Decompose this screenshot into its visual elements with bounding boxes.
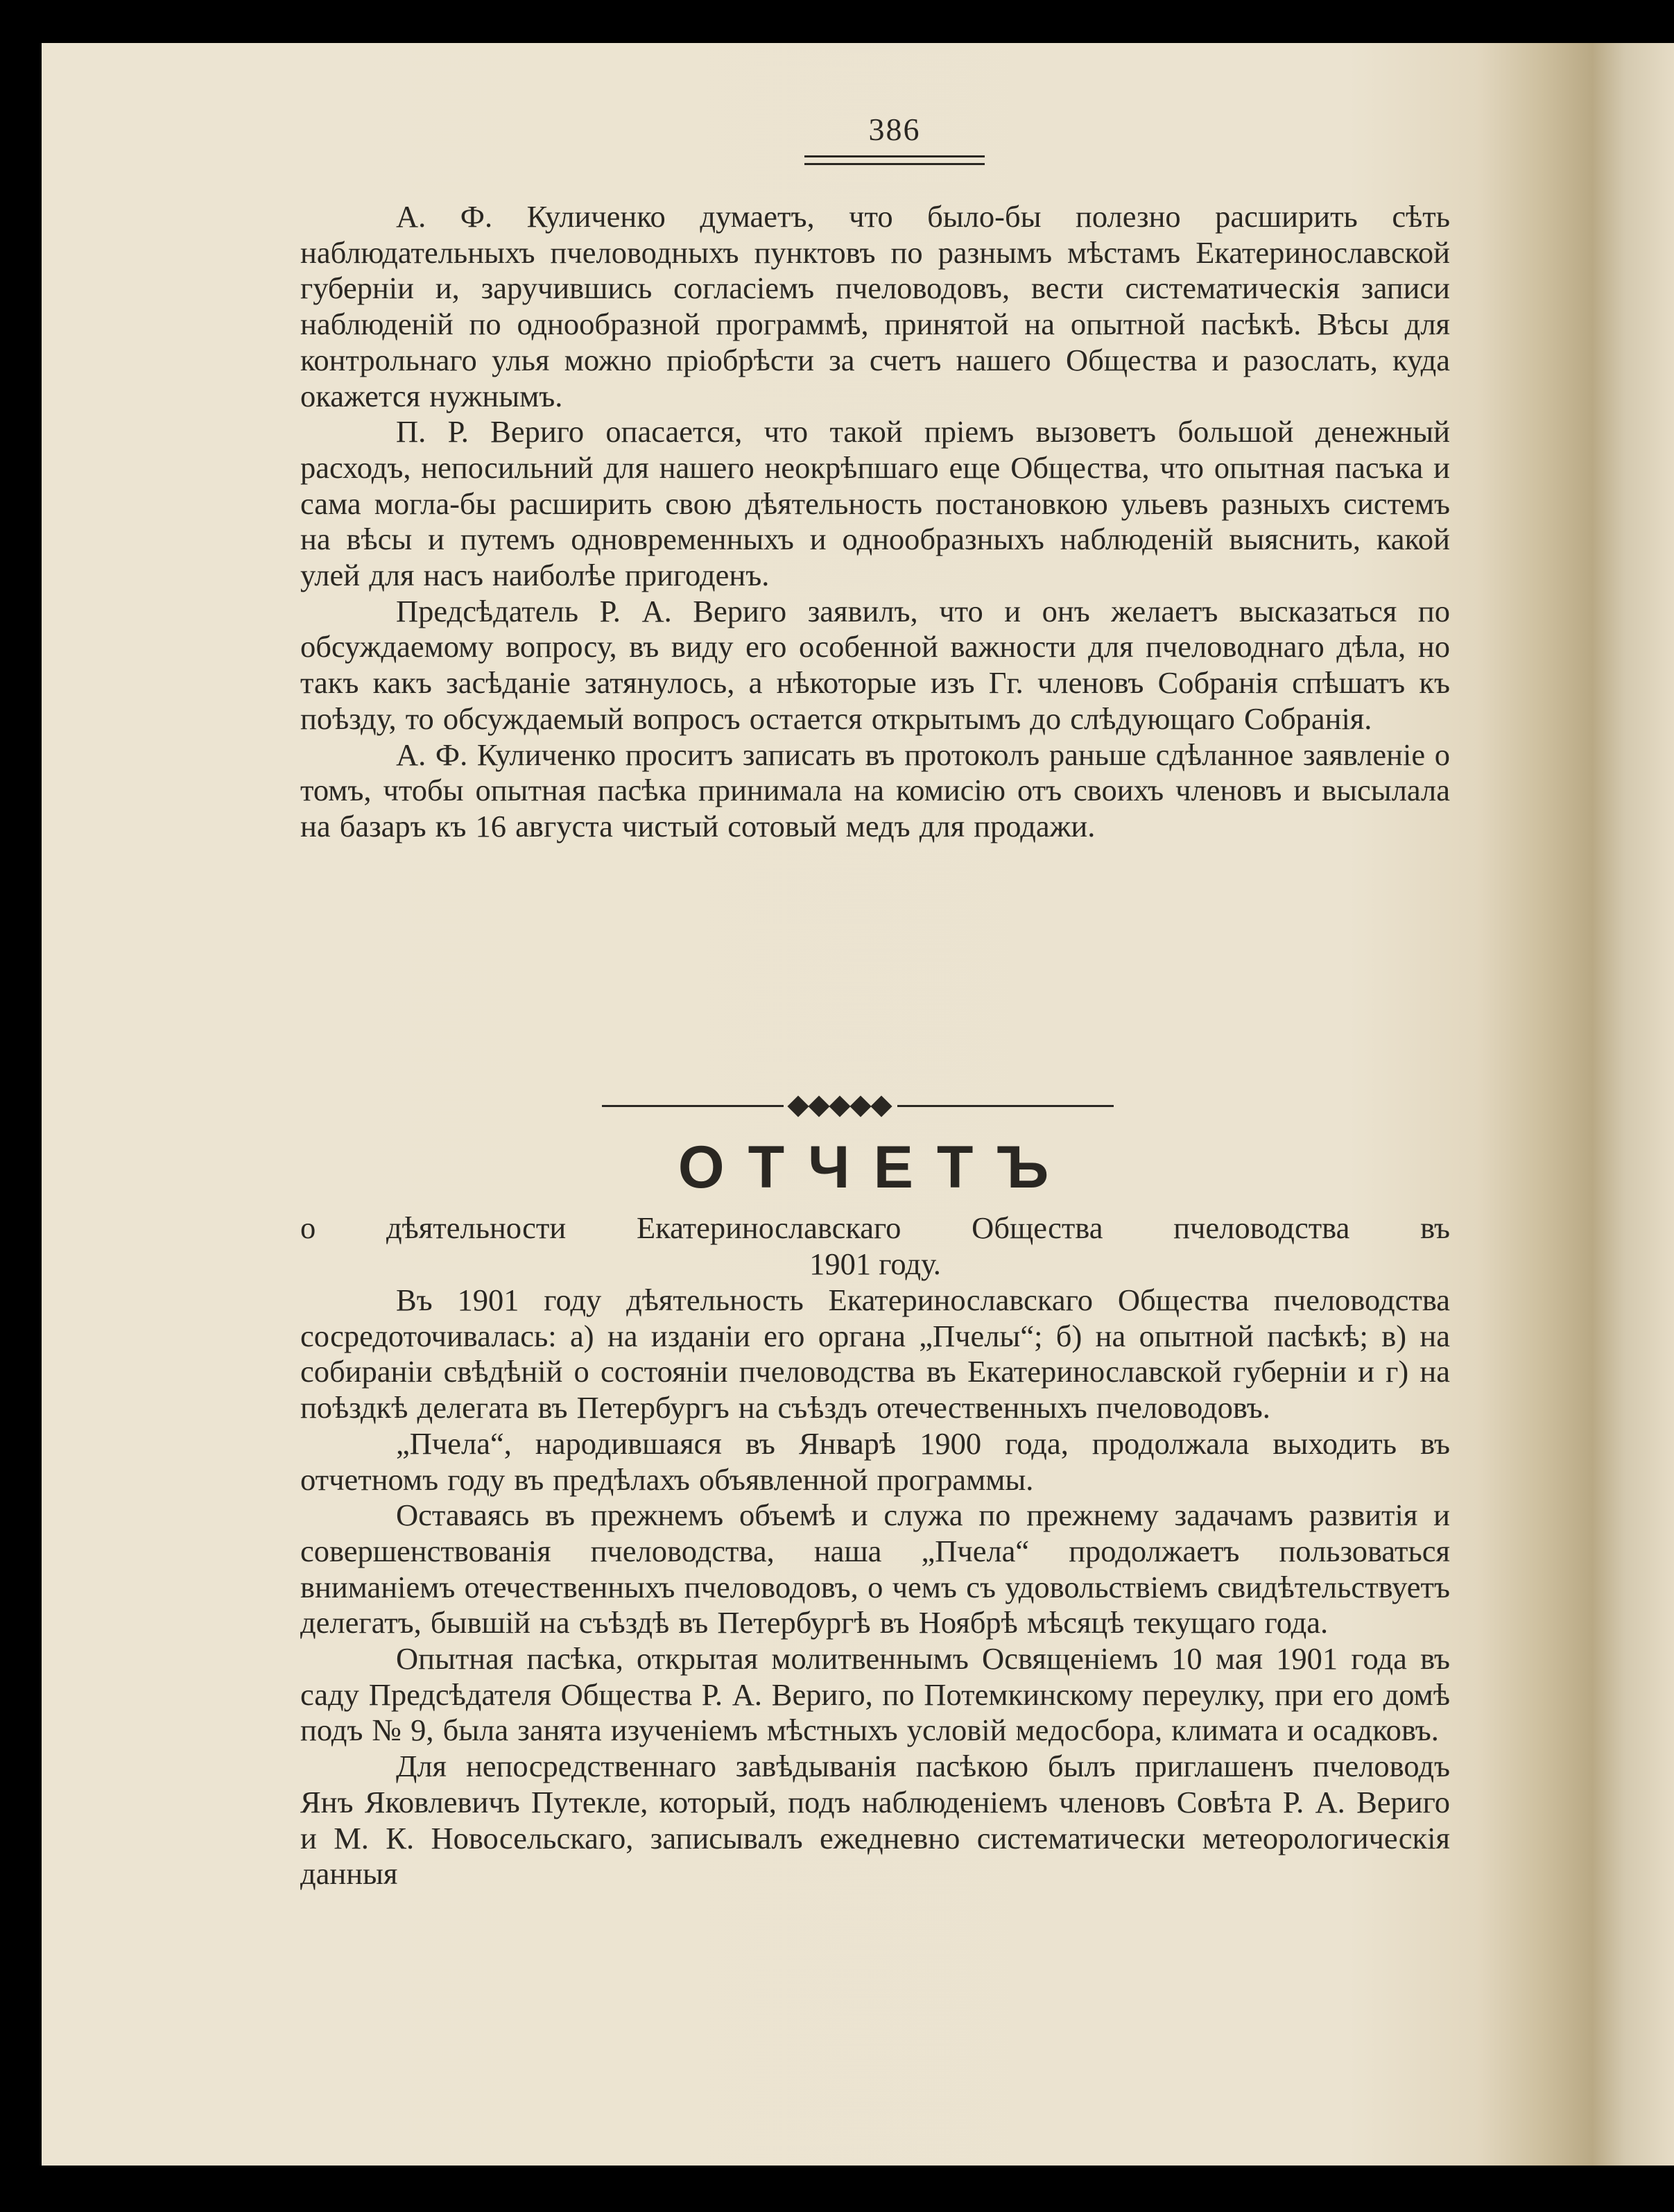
page-number: 386 bbox=[868, 112, 921, 147]
diamond-ornament bbox=[829, 1095, 850, 1117]
report-body bbox=[300, 1283, 1450, 1892]
paragraph: „Пчела“, народившаяся въ Январѣ 1900 года, продолжала выходить въ отчетномъ году въ предѣлахъ объявленной программы. bbox=[300, 1425, 1450, 1497]
diamond-ornament bbox=[808, 1095, 829, 1117]
diamond-ornament bbox=[849, 1095, 871, 1117]
paragraph: Предсѣдатель Р. А. Вериго заявилъ, что и онъ желаетъ высказаться по обсуждаемому вопросу, въ виду его особенной важности для пчеловоднаго дѣла, но такъ какъ засѣданіе затянулось, а нѣкоторые изъ Гг. членовъ Собранія спѣшатъ къ поѣзду, то обсуждаемый вопросъ остается открытымъ до слѣдующаго Собранія. bbox=[300, 593, 1450, 736]
discussion-section bbox=[300, 199, 1450, 845]
diamond-ornament bbox=[787, 1095, 809, 1117]
paragraph: А. Ф. Куличенко проситъ записать въ протоколъ раньше сдѣланное заявленіе о томъ, чтобы опытная пасѣка принимала на комисію отъ своихъ членовъ и высылала на базаръ къ 16 августа чистый сотовый медъ для продажи. bbox=[300, 737, 1450, 843]
paragraph: А. Ф. Куличенко думаетъ, что было-бы полезно расширить сѣть наблюдательныхъ пчеловодныхъ пунктовъ по разнымъ мѣстамъ Екатеринославской губерніи и, заручившись согласіемъ пчеловодовъ, вести систематическія записи наблюденій по однообразной программѣ, принятой на опытной пасѣкѣ. Вѣсы для контрольнаго улья можно пріобрѣсти за счетъ нашего Общества и разослать, куда окажется нужнымъ. bbox=[300, 199, 1450, 413]
section-divider-ornament bbox=[602, 1096, 1114, 1117]
report-title: ОТЧЕТЪ bbox=[678, 1134, 1073, 1201]
subtitle-line: о дѣятельности Екатеринославскаго Общества пчеловодства въ bbox=[300, 1210, 1450, 1245]
paragraph: Для непосредственнаго завѣдыванія пасѣкою былъ приглашенъ пчеловодъ Янъ Яковлевичъ Путекле, который, подъ наблюденіемъ членовъ Совѣта Р. А. Вериго и М. К. Новосельскаго, записывалъ ежедневно систематически метеорологическія данныя bbox=[300, 1749, 1450, 1892]
paragraph: П. Р. Вериго опасается, что такой пріемъ вызоветъ большой денежный расходъ, непосильний для нашего неокрѣпшаго еще Общества, что опытная пасъка и сама могла-бы расширить свою дѣятельность постановкою ульевъ разныхъ системъ на вѣсы и путемъ одновременныхъ и однообразныхъ наблюденій выяснить, какой улей для насъ наиболѣе пригоденъ. bbox=[300, 414, 1450, 593]
page-number-rule bbox=[804, 155, 985, 165]
book-page bbox=[42, 43, 1674, 2166]
paragraph: Опытная пасѣка, открытая молитвеннымъ Освященіемъ 10 мая 1901 года въ саду Предсѣдателя Общества Р. А. Вериго, по Потемкинскому переулку, при его домѣ подъ № 9, была занята изученіемъ мѣстныхъ условій медосбора, климата и осадковъ. bbox=[300, 1641, 1450, 1748]
paragraph: Оставаясь въ прежнемъ объемѣ и служа по прежнему задачамъ развитія и совершенствованія пчеловодства, наша „Пчела“ продолжаетъ пользоваться вниманіемъ отечественныхъ пчеловодовъ, о чемъ съ удовольствіемъ свидѣтельствуетъ делегатъ, бывшій на съѣздѣ въ Петербургѣ въ Ноябрѣ мѣсяцѣ текущаго года. bbox=[300, 1498, 1450, 1640]
report-subtitle bbox=[300, 1210, 1450, 1282]
paragraph: Въ 1901 году дѣятельность Екатеринославскаго Общества пчеловодства сосредоточивалась: а) на изданіи его органа „Пчелы“; б) на опытной пасѣкѣ; в) на собираніи свѣдѣній о состояніи пчеловодства въ Екатеринославской губерніи и г) на поѣздкѣ делегата въ Петербургъ на съѣздъ отечественныхъ пчеловодовъ. bbox=[300, 1283, 1450, 1425]
divider-line bbox=[602, 1105, 784, 1107]
subtitle-line: 1901 году. bbox=[809, 1246, 941, 1281]
divider-line bbox=[897, 1105, 1114, 1107]
diamond-ornament bbox=[870, 1095, 892, 1117]
